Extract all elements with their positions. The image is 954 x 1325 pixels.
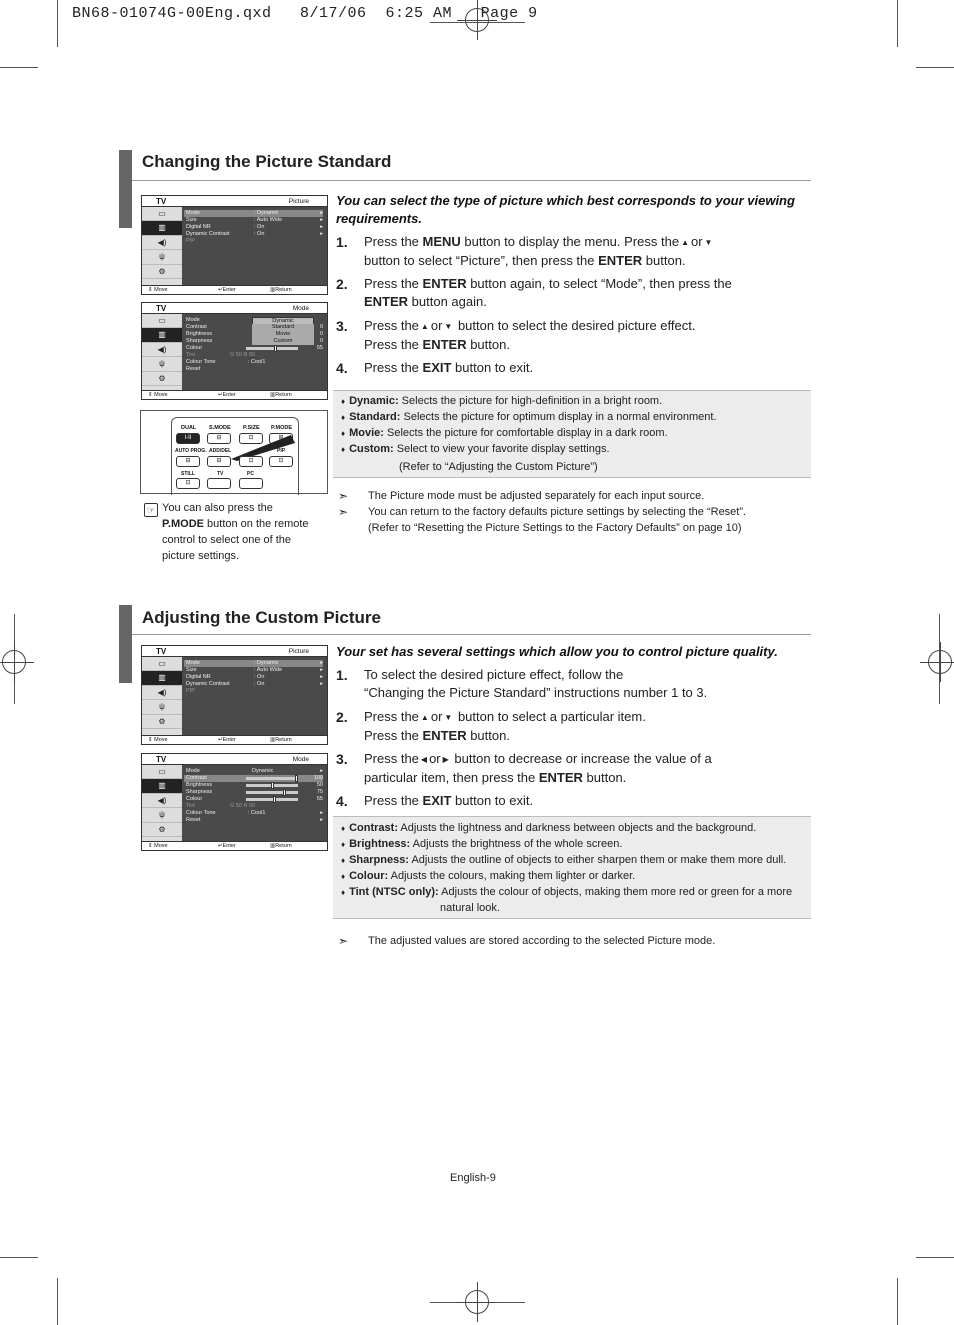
tv-button xyxy=(207,478,231,489)
down-arrow-icon: ▼ xyxy=(704,237,713,247)
step-1: 1. To select the desired picture effect, follow the “Changing the Picture Standard” instructions number 1 to 3. xyxy=(336,667,708,700)
input-icon: ▭ xyxy=(142,765,182,779)
info-item: ♦ Dynamic: Selects the picture for high-definition in a bright room. xyxy=(341,395,663,407)
crop-mark xyxy=(897,1278,898,1325)
section-bar xyxy=(119,605,129,683)
osd-picture-menu xyxy=(141,195,328,295)
osd-row: Contrast Standard 0 xyxy=(186,324,323,330)
pip-button: ⊡ xyxy=(269,456,293,467)
button: ⊡ xyxy=(239,456,263,467)
remote-label: P.MODE xyxy=(271,425,292,431)
pointer-icon: ➣ xyxy=(338,505,349,519)
osd-row: Size : Auto Wide ▸ xyxy=(186,667,323,673)
info-item: ♦ Contrast: Adjusts the lightness and darkness between objects and the background. xyxy=(341,822,757,834)
input-icon: ▭ xyxy=(142,314,182,328)
up-arrow-icon: ▲ xyxy=(420,712,429,722)
sound-icon: ◀) xyxy=(142,686,182,700)
section-intro: Your set has several settings which allow you to control picture quality. xyxy=(336,644,778,659)
info-item: ♦ Colour: Adjusts the colours, making them lighter or darker. xyxy=(341,870,636,882)
file-header: BN68-01074G-00Eng.qxd 8/17/06 6:25 AM Page 9 xyxy=(72,5,538,22)
crop-mark xyxy=(916,1257,954,1258)
crop-mark xyxy=(57,1278,58,1325)
osd-tv-label: TV xyxy=(156,304,167,313)
section-bar xyxy=(119,150,129,228)
osd-row: Mode : Dynamic ▸ xyxy=(186,660,323,666)
osd-row: PIP xyxy=(186,688,195,694)
remote-label: ADD/DEL xyxy=(209,448,232,454)
up-arrow-icon: ▲ xyxy=(420,321,429,331)
registration-mark xyxy=(0,642,34,682)
picture-icon: ▥ xyxy=(142,779,182,793)
osd-row: PIP xyxy=(186,238,195,244)
setup-icon: ⚙ xyxy=(142,715,182,729)
input-icon: ▭ xyxy=(142,657,182,671)
section-title: Adjusting the Custom Picture xyxy=(142,608,381,627)
info-continuation: natural look. xyxy=(440,902,500,914)
section-intro: You can select the type of picture which best corresponds to your viewing requirements. xyxy=(336,193,795,226)
note-pointer: ➣ The adjusted values are stored according to the selected Picture mode. xyxy=(338,934,716,948)
osd-row: Tint G 50 R 50 xyxy=(186,352,256,358)
info-item: ♦ Custom: Select to view your favorite display settings. xyxy=(341,443,610,455)
note-pointer: ➣ The Picture mode must be adjusted separately for each input source. xyxy=(338,489,705,503)
osd-row: Sharpness Custom 0 xyxy=(186,338,323,344)
osd-move: ⇕ Move xyxy=(148,287,168,293)
input-icon: ▭ xyxy=(142,207,182,221)
crop-mark xyxy=(57,0,58,47)
section-bar xyxy=(129,150,132,228)
osd-row: Contrast 100 xyxy=(186,775,323,781)
osd-mode-menu: TV Mode ▭ ▥ ◀) ψ ⚙ Mode Dynamic Contrast Standard 0 Brightness Movie 0 Sharpness Custom 0 Colour 55 Tint G 50 R 50 Colour Tone : Cool1 Reset ⇕ Move ↵Enter ▥Return xyxy=(141,302,328,400)
autoprog-button: ⊟ xyxy=(176,456,200,467)
step-3: 3. Press the ◀ or ▶ button to decrease or increase the value of a particular item, then press the ENTER button. xyxy=(336,751,712,785)
picture-icon: ▥ xyxy=(142,221,182,235)
info-item: ♦ Movie: Selects the picture for comfortable display in a dark room. xyxy=(341,427,668,439)
setup-icon: ⚙ xyxy=(142,823,182,837)
remote-label: PIP xyxy=(277,448,286,454)
remote-label: PC xyxy=(247,471,254,477)
osd-sidebar xyxy=(142,207,182,285)
remote-label: DUAL xyxy=(181,425,197,431)
sound-icon: ◀) xyxy=(142,794,182,808)
down-arrow-icon: ▼ xyxy=(444,712,453,722)
remote-label: TV xyxy=(217,471,224,477)
smode-button: ⊟ xyxy=(207,433,231,444)
osd-row: Mode Dynamic xyxy=(184,317,323,324)
osd-row: Dynamic Contrast : On ▸ xyxy=(186,681,323,687)
remote-label: P.SIZE xyxy=(243,425,260,431)
step-2: 2. Press the ENTER button again, to select “Mode”, then press the ENTER button again. xyxy=(336,276,732,309)
osd-row: Size : Auto Wide ▸ xyxy=(186,217,323,223)
side-note-line: You can also press the xyxy=(162,502,273,514)
side-note-line: P.MODE button on the remote xyxy=(162,518,309,530)
step-1: 1. Press the MENU button to display the menu. Press the ▲ or ▼ button to select “Picture”, then press the ENTER button. xyxy=(336,234,713,268)
up-arrow-icon: ▲ xyxy=(681,237,689,247)
osd-row: Mode Dynamic ▸ xyxy=(186,768,323,774)
sound-icon: ◀) xyxy=(142,236,182,250)
osd-enter: ↵Enter xyxy=(218,287,236,293)
osd-mode-menu: TV Mode ▭ ▥ ◀) ψ ⚙ Mode Dynamic ▸ Contrast 100 Brightness 50 Sharpness 75 Colour 55 Tint G 50 R 50 Colour Tone : Cool1 ▸ Reset ▸ ⇕ Move ↵Enter ▥Return xyxy=(141,753,328,851)
side-note xyxy=(162,500,332,564)
note-hand-icon: ☞ xyxy=(144,503,158,517)
left-arrow-icon: ◀ xyxy=(420,754,428,764)
step-4: 4. Press the EXIT button to exit. xyxy=(336,793,534,809)
remote-label: STILL xyxy=(181,471,195,477)
info-item: ♦ Standard: Selects the picture for optimum display in a normal environment. xyxy=(341,411,717,423)
channel-icon: ψ xyxy=(142,357,182,371)
section-rule xyxy=(132,180,811,181)
adddel-button: ⊟ xyxy=(207,456,231,467)
mode-info-box xyxy=(333,390,811,478)
channel-icon: ψ xyxy=(142,250,182,264)
osd-row: Mode : Dynamic ▸ xyxy=(186,210,323,216)
osd-title: Mode xyxy=(292,305,309,312)
registration-mark xyxy=(457,1282,497,1322)
setup-icon: ⚙ xyxy=(142,372,182,386)
osd-row: Colour 55 xyxy=(186,796,323,802)
crop-mark xyxy=(897,0,898,47)
osd-picture-menu: TV Picture ▭ ▥ ◀) ψ ⚙ Mode : Dynamic ▸ Size : Auto Wide ▸ Digital NR : On ▸ Dynamic Contrast : On ▸ PIP ⇕ Move ↵Enter ▥Return xyxy=(141,645,328,745)
page-footer: English-9 xyxy=(450,1172,496,1184)
step-2: 2. Press the ▲ or ▼ button to select a particular item. Press the ENTER button. xyxy=(336,709,646,743)
sound-icon: ◀) xyxy=(142,343,182,357)
osd-title: Picture xyxy=(288,198,309,205)
osd-sidebar xyxy=(142,314,182,390)
osd-row: Colour 55 xyxy=(186,345,323,351)
picture-icon: ▥ xyxy=(142,671,182,685)
osd-row: Reset xyxy=(186,366,201,372)
info-item: ♦ Sharpness: Adjusts the outline of objects to either sharpen them or make them more dull. xyxy=(341,854,787,866)
right-arrow-icon: ▶ xyxy=(442,754,449,764)
still-button: ⊡ xyxy=(176,478,200,489)
osd-row: Sharpness 75 xyxy=(186,789,323,795)
osd-return: ▥Return xyxy=(270,287,292,293)
step-3: 3. Press the ▲ or ▼ button to select the desired picture effect. Press the ENTER button. xyxy=(336,318,696,352)
osd-row: Digital NR : On ▸ xyxy=(186,224,323,230)
info-reference: (Refer to “Adjusting the Custom Picture”) xyxy=(399,461,598,473)
crop-mark xyxy=(916,67,954,68)
remote-control-illustration xyxy=(140,410,328,494)
note-pointer: ➣ You can return to the factory defaults picture settings by selecting the “Reset”. (Refer to “Resetting the Picture Settings to the Factory Defaults” on page 10) xyxy=(338,505,747,534)
pc-button xyxy=(239,478,263,489)
osd-tv-label: TV xyxy=(156,197,167,206)
side-note-line: control to select one of the xyxy=(162,534,292,546)
pointer-icon: ➣ xyxy=(338,934,349,948)
picture-icon: ▥ xyxy=(142,328,182,342)
info-item: ♦ Brightness: Adjusts the brightness of the whole screen. xyxy=(341,838,623,850)
setup-icon: ⚙ xyxy=(142,265,182,279)
osd-sidebar xyxy=(142,657,182,735)
pmode-button: ⊞ xyxy=(269,433,293,444)
section-bar xyxy=(129,605,132,683)
crop-mark xyxy=(0,1257,38,1258)
dual-button: I-II xyxy=(176,433,200,444)
section-title: Changing the Picture Standard xyxy=(142,152,392,171)
info-item: ♦ Tint (NTSC only): Adjusts the colour of objects, making them more red or green for a more xyxy=(341,886,793,898)
remote-label: AUTO PROG. xyxy=(175,448,207,454)
side-note-line: picture settings. xyxy=(162,550,240,562)
osd-row: Brightness Movie 0 xyxy=(186,331,323,337)
osd-row: Colour Tone : Cool1 ▸ xyxy=(186,810,323,816)
osd-sidebar xyxy=(142,765,182,841)
pointer-icon: ➣ xyxy=(338,489,349,503)
step-4: 4. Press the EXIT button to exit. xyxy=(336,360,534,376)
osd-row: Reset ▸ xyxy=(186,817,323,823)
registration-mark xyxy=(920,642,954,682)
osd-row: Colour Tone : Cool1 xyxy=(186,359,266,365)
osd-row: Dynamic Contrast : On ▸ xyxy=(186,231,323,237)
settings-info-box xyxy=(333,816,811,919)
channel-icon: ψ xyxy=(142,700,182,714)
osd-row: Digital NR : On ▸ xyxy=(186,674,323,680)
crop-mark xyxy=(0,67,38,68)
remote-label: S.MODE xyxy=(209,425,231,431)
down-arrow-icon: ▼ xyxy=(444,321,453,331)
channel-icon: ψ xyxy=(142,808,182,822)
osd-row: Tint G 50 R 50 xyxy=(186,803,256,809)
psize-button: ⊡ xyxy=(239,433,263,444)
osd-row: Brightness 50 xyxy=(186,782,323,788)
section-rule xyxy=(132,634,811,635)
